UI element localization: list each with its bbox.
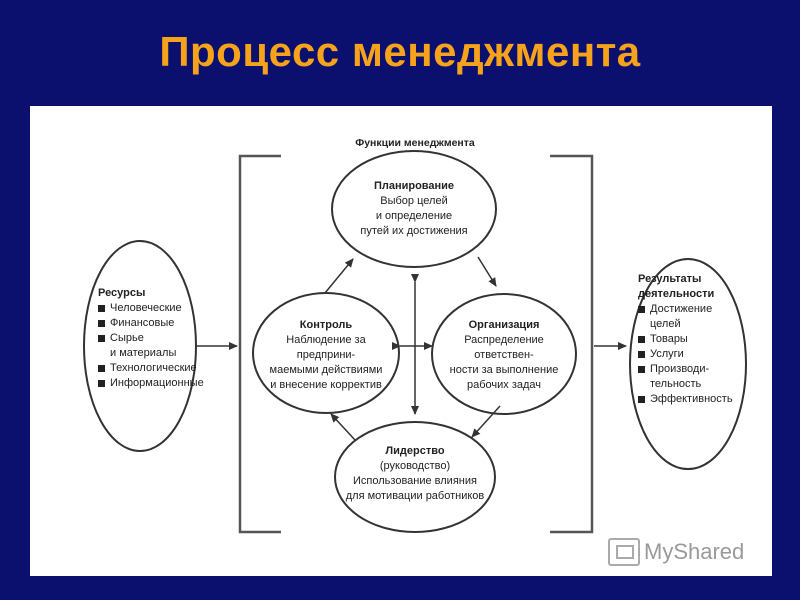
list-item: Производи- [638, 362, 748, 377]
organization-line: Распределение ответствен- [464, 334, 544, 361]
slide-title: Процесс менеджмента [159, 28, 641, 75]
arrow-planning-to-organization [478, 257, 496, 286]
control-line: Наблюдение за предприни- [286, 334, 366, 361]
planning-title: Планирование [373, 180, 455, 192]
watermark [608, 538, 744, 566]
results-list [638, 272, 748, 407]
bullet-icon [638, 336, 645, 343]
results-title: деятельности [638, 288, 715, 300]
diagram-panel [30, 106, 772, 576]
list-item: Человеческие [98, 301, 198, 316]
functions-heading: Функции менеджмента [355, 137, 475, 149]
control-node [256, 318, 396, 393]
list-item: Эффективность [638, 392, 748, 407]
bullet-icon [638, 306, 645, 313]
list-item: Финансовые [98, 316, 198, 331]
list-item: Достижение [638, 302, 748, 317]
list-item: Услуги [638, 347, 748, 362]
list-item: Технологические [98, 361, 198, 376]
list-item: Товары [638, 332, 748, 347]
bullet-icon [98, 320, 105, 327]
bullet-icon [638, 366, 645, 373]
organization-node [434, 318, 574, 393]
planning-line: Выбор целей [380, 195, 448, 207]
organization-line: ности за выполнение [449, 364, 559, 376]
bullet-icon [638, 396, 645, 403]
bullet-icon [98, 305, 105, 312]
arrow-leadership-to-control [331, 414, 355, 440]
planning-line: и определение [375, 210, 453, 222]
leadership-subtitle: (руководство) [379, 460, 451, 472]
leadership-line: Использование влияния [353, 475, 477, 487]
list-item: Сырье [98, 331, 198, 346]
leadership-line: для мотивации работников [345, 490, 485, 502]
results-title: Результаты [638, 273, 702, 285]
leadership-node [342, 444, 488, 504]
watermark-text: MyShared [644, 539, 745, 564]
resources-title: Ресурсы [98, 287, 146, 299]
bullet-icon [638, 351, 645, 358]
leadership-title: Лидерство [385, 445, 445, 457]
presentation-icon [608, 538, 640, 566]
organization-title: Организация [468, 319, 540, 331]
bullet-icon [98, 380, 105, 387]
list-item-continuation: целей [650, 318, 681, 330]
list-item-continuation: тельность [650, 378, 702, 390]
planning-node [344, 179, 484, 239]
list-item-continuation: и материалы [110, 347, 177, 359]
control-title: Контроль [299, 319, 353, 331]
arrow-control-to-planning [325, 259, 353, 293]
list-item: Информационные [98, 376, 198, 391]
bullet-icon [98, 365, 105, 372]
resources-list [98, 286, 204, 391]
control-line: маемыми действиями [269, 364, 383, 376]
planning-line: путей их достижения [360, 225, 468, 237]
bullet-icon [98, 335, 105, 342]
organization-line: рабочих задач [466, 379, 542, 391]
control-line: и внесение корректив [270, 379, 382, 391]
